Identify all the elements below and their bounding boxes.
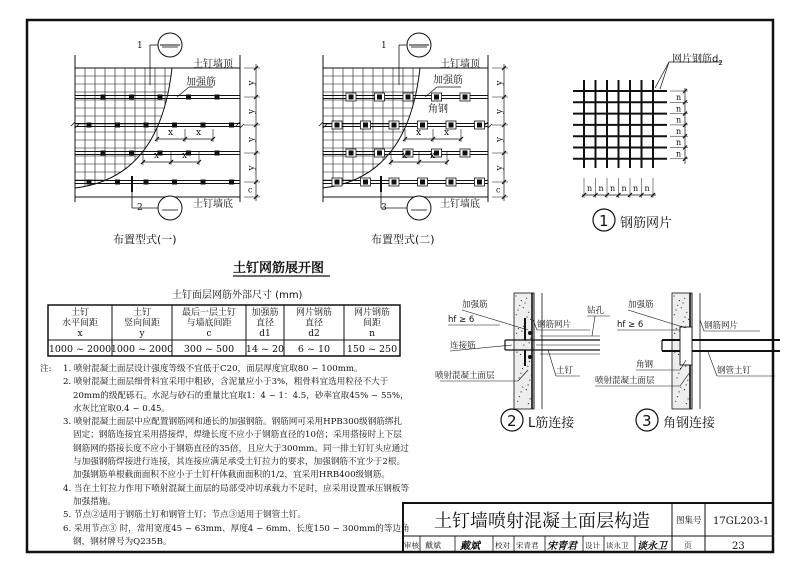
aggregate-dot	[686, 312, 687, 313]
soil-nail-head	[172, 180, 177, 185]
notes	[40, 363, 410, 549]
aggregate-dot	[519, 377, 520, 378]
aggregate-dot	[688, 398, 689, 399]
aggregate-dot	[526, 389, 527, 390]
wall-bottom-label: 土钉墙底	[440, 199, 480, 210]
soil-nail-head	[349, 95, 354, 100]
notes-label: 注:	[40, 364, 52, 374]
aggregate-dot	[517, 401, 518, 402]
aggregate-dot	[678, 354, 679, 355]
wall-top-label: 土钉墙顶	[440, 59, 480, 70]
aggregate-dot	[522, 387, 523, 388]
dim-x-label: x	[444, 128, 450, 138]
dim-x-label: x	[402, 151, 408, 161]
dim-y-label: y	[495, 108, 505, 114]
angle-steel-label: 角钢	[428, 104, 448, 115]
mesh-caption: 钢筋网片	[620, 216, 673, 231]
aggregate-dot	[680, 387, 681, 388]
aggregate-dot	[684, 389, 685, 390]
leader	[708, 352, 717, 376]
dim-x-label: x	[416, 128, 422, 138]
label-steel-pipe-nail: 钢管土钉	[717, 366, 752, 376]
aggregate-dot	[523, 345, 524, 346]
aggregate-dot	[528, 403, 529, 404]
aggregate-dot	[527, 366, 528, 367]
dim-y-label: y	[495, 80, 505, 86]
dim-c-label: c	[496, 185, 501, 195]
label-weld: hf ≥ 6	[617, 320, 644, 330]
aggregate-dot	[687, 380, 688, 381]
dim-y-label: y	[495, 136, 505, 142]
soil-nail-head	[201, 123, 206, 128]
table-value-cell: 14 ~ 20	[245, 344, 285, 355]
label-rebar: 加强筋	[462, 300, 488, 310]
table-header-cell: 加强筋	[251, 308, 279, 318]
dim-n-label: n	[610, 184, 616, 193]
aggregate-dot	[683, 321, 684, 322]
aggregate-dot	[530, 319, 531, 320]
mesh-region	[75, 68, 175, 193]
aggregate-dot	[677, 377, 678, 378]
dim-n-label: n	[621, 184, 627, 193]
soil-nail-head	[434, 95, 439, 100]
rebar-label: 加强筋	[433, 75, 463, 86]
table-header-cell: 土钉	[70, 308, 90, 318]
table-header-cell: 直径	[255, 318, 275, 329]
soil-nail-head	[215, 95, 220, 100]
drawing-title: 土钉墙喷射混凝土面层构造	[434, 511, 650, 532]
dim-y-label: y	[247, 136, 257, 142]
aggregate-dot	[522, 368, 523, 369]
aggregate-dot	[530, 398, 531, 399]
aggregate-dot	[520, 354, 521, 355]
aggregate-dot	[684, 316, 685, 317]
aggregate-dot	[684, 298, 685, 299]
aggregate-dot	[528, 384, 529, 385]
label-mesh: 钢筋网片	[537, 320, 572, 330]
table-value-cell: 300 ~ 500	[183, 344, 235, 355]
aggregate-dot	[676, 328, 677, 329]
detail-two-caption: L筋连接	[528, 416, 575, 431]
dim-x-label: x	[182, 151, 188, 161]
aggregate-dot	[516, 333, 517, 334]
angle-steel	[680, 327, 692, 365]
dim-x-label: x	[430, 151, 436, 161]
soil-nail-head	[101, 151, 106, 156]
dim-n-label: n	[587, 184, 593, 193]
dim-n-label: n	[676, 93, 682, 102]
soil-nail-head	[229, 180, 234, 185]
ref-circle-bottom	[407, 196, 431, 220]
table-header-cell: 竖向间距	[123, 318, 161, 329]
aggregate-dot	[521, 391, 522, 392]
aggregate-dot	[526, 316, 527, 317]
aggregate-dot	[529, 380, 530, 381]
note-item: 6. 采用节点③ 时，常用宽度45 ~ 63mm、厚度4 ~ 6mm、长度150 ~ 300mm的等边角钢，钢材牌号为Q235B。	[63, 523, 410, 547]
aggregate-dot	[516, 352, 517, 353]
dim-x-label: x	[154, 151, 160, 161]
aggregate-dot	[520, 373, 521, 374]
wall-top-label: 土钉墙顶	[193, 59, 233, 70]
soil-nail-head	[363, 180, 368, 185]
aggregate-dot	[521, 300, 522, 301]
soil-nail-head	[377, 151, 382, 156]
soil-nail-head	[87, 180, 92, 185]
atlas-label: 图集号	[676, 516, 702, 526]
ref-bottom-number: 3	[381, 203, 387, 213]
soil-nail-head	[463, 151, 468, 156]
dim-n-label: n	[676, 126, 682, 136]
soil-nail-head	[129, 151, 134, 156]
design-label: 设计	[585, 541, 600, 550]
dim-n-label: n	[676, 115, 682, 125]
break-mark	[71, 122, 79, 128]
dim-y-label: y	[495, 165, 505, 171]
section-title: 土钉网筋展开图	[233, 261, 325, 276]
aggregate-dot	[679, 391, 680, 392]
soil-nail-head	[420, 123, 425, 128]
soil-nail-head	[335, 180, 340, 185]
mesh-boundary	[75, 68, 172, 188]
table-header-cell: 水平间距	[61, 318, 99, 329]
table-value-cell: 6 ~ 10	[297, 344, 331, 355]
aggregate-dot	[516, 314, 517, 315]
label-shotcrete: 喷射混凝土面层	[435, 371, 495, 381]
atlas-number: 17GL203-1	[713, 516, 770, 527]
label-connecting-bar: 连接筋	[450, 341, 476, 351]
aggregate-dot	[674, 314, 675, 315]
soil-nail-head	[215, 151, 220, 156]
aggregate-dot	[526, 298, 527, 299]
ref-bottom-number: 2	[137, 203, 143, 213]
table-value-cell: 150 ~ 250	[346, 344, 398, 355]
review-label: 审核	[404, 541, 419, 550]
note-item: 2. 喷射混凝土面层细骨料宜采用中粗砂，含泥量应小于3%，粗骨料宜选用粒径不大于20mm的级配砾石。水泥与砂石的重量比宜取1：4 ~ 1：4.5，砂率宜取45% ~ 55%，水灰比宜取0.4 ~ 0.45。	[63, 377, 409, 414]
aggregate-dot	[677, 396, 678, 397]
dim-x-label: x	[168, 128, 174, 138]
soil-nail-head	[115, 123, 120, 128]
table-header-cell: c	[206, 329, 212, 339]
aggregate-dot	[519, 396, 520, 397]
soil-nail-head	[477, 123, 482, 128]
aggregate-dot	[677, 305, 678, 306]
soil-nail-head	[201, 180, 206, 185]
label-nail: 土钉	[556, 366, 574, 376]
ref-circle-bottom	[158, 196, 182, 220]
note-item: 1. 喷射混凝土面层设计强度等级不宜低于C20，面层厚度宜取80 ~ 100mm。	[63, 364, 363, 374]
soil-nail-head	[144, 123, 149, 128]
aggregate-dot	[688, 319, 689, 320]
dim-y-label: y	[247, 165, 257, 171]
dim-n-label: n	[676, 138, 682, 148]
dim-y-label: y	[247, 108, 257, 114]
title-block	[403, 503, 773, 552]
table-title: 土钉面层网筋外部尺寸 (mm)	[172, 290, 303, 301]
rebar-label: 加强筋	[186, 77, 216, 88]
aggregate-dot	[673, 295, 674, 296]
table-header-cell: x	[77, 329, 83, 339]
soil-nail-head	[392, 123, 397, 128]
soil-nail-head	[129, 95, 134, 100]
table-header-cell: d1	[259, 329, 271, 339]
soil-nail-head	[101, 95, 106, 100]
note-item: 4. 当在土钉拉力作用下喷射混凝土面层的局部受冲切承载力不足时，应采用设置承压钢板等加强措施。	[63, 483, 410, 507]
table-header-cell: y	[139, 329, 145, 339]
aggregate-dot	[675, 401, 676, 402]
dim-y-label: y	[247, 80, 257, 86]
table-value-cell: 1000 ~ 2000	[110, 344, 174, 355]
soil-nail-head	[349, 151, 354, 156]
label-shotcrete: 喷射混凝土面层	[595, 376, 655, 386]
soil-nail-head	[406, 95, 411, 100]
dim-x-label: x	[196, 128, 202, 138]
aggregate-dot	[519, 305, 520, 306]
strengthening-bar-section	[528, 331, 532, 335]
ref-top-number: 1	[381, 41, 387, 51]
detail-three-caption: 角钢连接	[663, 416, 716, 431]
soil-nail-head	[363, 123, 368, 128]
checker-name: 宋青君	[516, 541, 539, 550]
aggregate-dot	[685, 366, 686, 367]
designer-name: 谈永卫	[606, 541, 629, 550]
aggregate-dot	[675, 309, 676, 310]
dimension-table	[48, 305, 400, 356]
note-item: 3. 喷射混凝土面层中应配置钢筋网和通长的加强钢筋。钢筋网可采用HPB300级钢筋绑扎固定；钢筋连接宜采用搭接焊，焊缝长度不应小于钢筋直径的10倍；采用搭接时上下层钢筋网的搭接长度不应小于钢筋直径的35倍，且应大于300mm。同一排土钉钉头应通过与加强钢筋焊接进行连接，其连接应满足承受土钉拉力的要求，加强钢筋不宜少于2根。加强钢筋单根截面面积不应小于土钉杆体截面面积的1/2，宜采用HRB400级钢筋。	[63, 417, 409, 481]
soil-nail-head	[115, 180, 120, 185]
aggregate-dot	[681, 307, 682, 308]
aggregate-dot	[521, 331, 522, 332]
aggregate-dot	[682, 302, 683, 303]
aggregate-dot	[686, 384, 687, 385]
label-weld: hf ≥ 6	[448, 315, 475, 325]
table-header-cell: n	[369, 329, 375, 339]
checker-signature: 宋青君	[547, 541, 577, 552]
table-header-cell: 土钉	[132, 308, 152, 318]
dim-n-label: n	[644, 184, 650, 193]
soil-nail-head	[420, 180, 425, 185]
aggregate-dot	[679, 300, 680, 301]
soil-nail-head	[229, 123, 234, 128]
soil-nail-head	[158, 95, 163, 100]
soil-nail-head	[377, 95, 382, 100]
aggregate-dot	[517, 309, 518, 310]
table-header-cell: 间距	[362, 318, 382, 329]
wall-bottom-label: 土钉墙底	[193, 199, 233, 210]
detail-two-number: 2	[507, 412, 517, 430]
check-label: 校对	[495, 541, 510, 550]
table-header-cell: d2	[308, 329, 320, 339]
aggregate-dot	[678, 373, 679, 374]
dim-n-label: n	[633, 184, 639, 193]
soil-nail-head	[87, 123, 92, 128]
rebar-mesh-drawing	[573, 62, 722, 198]
label-rebar: 加强筋	[628, 300, 654, 310]
layout-one-caption: 布置型式(一)	[113, 233, 177, 246]
reviewer-name: 戴斌	[425, 541, 441, 550]
table-value-cell: 1000 ~ 2000	[48, 344, 112, 355]
connection-details	[440, 293, 780, 409]
soil-nail-head	[463, 95, 468, 100]
dim-n-label: n	[598, 184, 604, 193]
label-hole: 钻孔	[587, 306, 605, 316]
aggregate-dot	[686, 403, 687, 404]
table-header-cell: 直径	[304, 318, 324, 329]
break-mark	[319, 122, 327, 128]
aggregate-dot	[529, 361, 530, 362]
aggregate-dot	[674, 333, 675, 334]
aggregate-dot	[528, 312, 529, 313]
strengthening-bar-section	[528, 355, 532, 359]
soil-nail-head	[449, 123, 454, 128]
detail-three-number: 3	[642, 412, 652, 430]
table-header-cell: 最后一层土钉	[181, 308, 237, 318]
aggregate-dot	[515, 295, 516, 296]
mesh-region	[323, 68, 423, 193]
layout-two-caption: 布置型式(二)	[371, 233, 435, 246]
designer-signature: 谈永卫	[637, 541, 667, 552]
dim-n-label: n	[676, 104, 682, 114]
mesh-ref-number: 1	[599, 212, 609, 230]
dim-n-label: n	[676, 149, 682, 159]
table-header-cell: 网片钢筋	[353, 308, 391, 318]
soil-nail-head	[186, 95, 191, 100]
soil-nail-head	[392, 180, 397, 185]
aggregate-dot	[529, 342, 530, 343]
aggregate-dot	[518, 328, 519, 329]
label-angle: 角钢	[636, 360, 654, 370]
soil-nail-head	[335, 123, 340, 128]
aggregate-dot	[523, 307, 524, 308]
aggregate-dot	[524, 302, 525, 303]
page-number: 23	[732, 541, 745, 552]
dim-c-label: c	[248, 185, 253, 195]
soil-nail-head	[449, 180, 454, 185]
table-header-cell: 网片钢筋	[295, 308, 333, 318]
soil-nail-head	[477, 180, 482, 185]
mesh-rebar-label: 网片钢筋$d_2$	[672, 54, 723, 67]
break-mark	[484, 122, 492, 128]
leader	[592, 316, 595, 336]
soil-nail-head	[172, 123, 177, 128]
table-header-cell: 与墙底间距	[186, 318, 232, 329]
soil-nail-head	[144, 180, 149, 185]
page-label: 页	[684, 541, 692, 550]
reviewer-signature: 戴斌	[460, 541, 480, 552]
label-mesh: 钢筋网片	[704, 321, 739, 331]
ref-top-number: 1	[137, 41, 143, 51]
break-mark	[236, 122, 244, 128]
note-item: 5. 节点②适用于钢筋土钉和钢管土钉；节点③适用于钢管土钉。	[63, 510, 306, 521]
